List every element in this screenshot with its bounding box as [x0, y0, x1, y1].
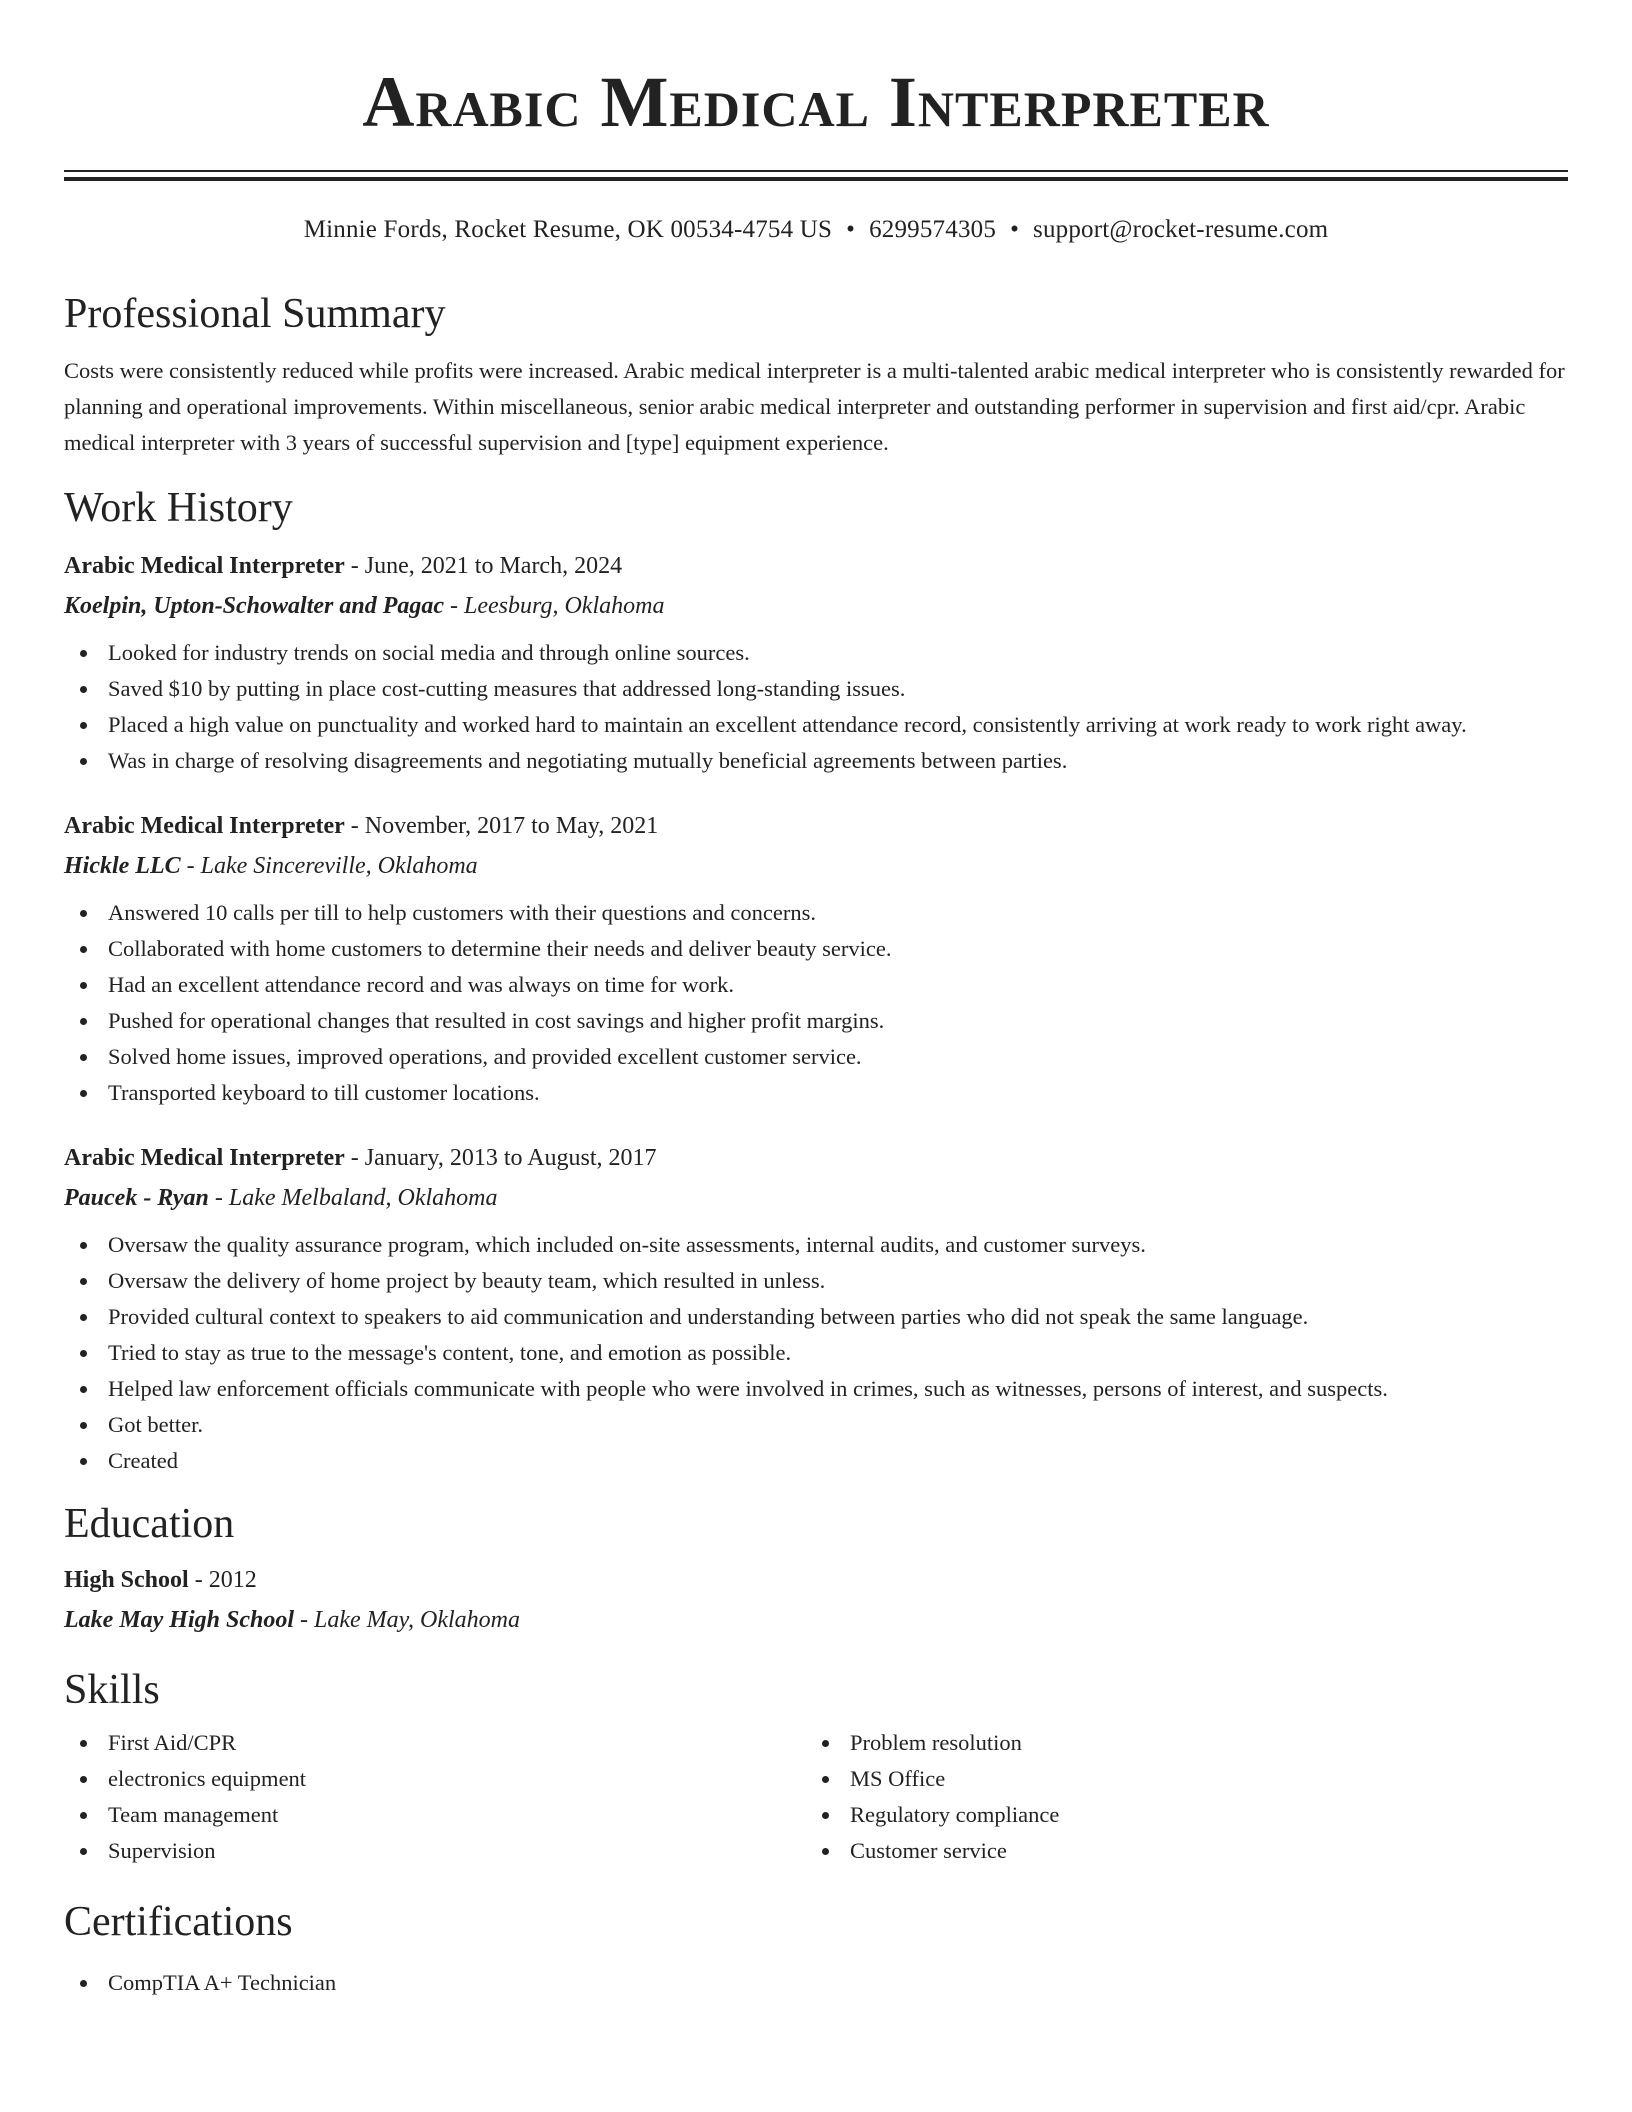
- education-entry: [64, 1563, 1568, 1637]
- job-employer: [64, 849, 1568, 883]
- education-heading: Education: [64, 1501, 235, 1547]
- title-rule-thin: [64, 170, 1568, 172]
- list-item: Placed a high value on punctuality and worked hard to maintain an excellent attendance record, consistently arriving at work ready to work right away.: [64, 707, 1568, 743]
- skill-item: electronics equipment: [64, 1761, 806, 1797]
- list-item: Oversaw the delivery of home project by beauty team, which resulted in unless.: [64, 1263, 1568, 1299]
- job-title: Arabic Medical Interpreter: [64, 1145, 345, 1171]
- job-heading: [64, 1141, 1568, 1175]
- certifications-heading: Certifications: [64, 1899, 293, 1945]
- list-item: Pushed for operational changes that resulted in cost savings and higher profit margins.: [64, 1003, 1568, 1039]
- list-item: Oversaw the quality assurance program, which included on-site assessments, internal audits, and customer surveys.: [64, 1227, 1568, 1263]
- job-heading: [64, 549, 1568, 583]
- work-history-heading: Work History: [64, 485, 293, 531]
- list-item: Provided cultural context to speakers to aid communication and understanding between parties who did not speak the same language.: [64, 1299, 1568, 1335]
- job-entry: [64, 549, 1568, 779]
- education-location: - Lake May, Oklahoma: [294, 1607, 520, 1633]
- skill-item: Customer service: [806, 1833, 1548, 1869]
- contact-separator: •: [846, 216, 856, 243]
- skills-column-right: [806, 1725, 1548, 1869]
- list-item: Created: [64, 1443, 1568, 1479]
- education-school: Lake May High School: [64, 1607, 295, 1633]
- list-item: Transported keyboard to till customer locations.: [64, 1075, 1568, 1111]
- job-duties: [64, 635, 1568, 779]
- education-year: - 2012: [188, 1567, 257, 1593]
- list-item: Saved $10 by putting in place cost-cutting measures that addressed long-standing issues.: [64, 671, 1568, 707]
- list-item: Solved home issues, improved operations, and provided excellent customer service.: [64, 1039, 1568, 1075]
- skill-item: Team management: [64, 1797, 806, 1833]
- list-item: Collaborated with home customers to determine their needs and deliver beauty service.: [64, 931, 1568, 967]
- skill-item: MS Office: [806, 1761, 1548, 1797]
- skill-item: Regulatory compliance: [806, 1797, 1548, 1833]
- skill-item: Problem resolution: [806, 1725, 1548, 1761]
- title-rule-thick: [64, 177, 1568, 181]
- skills-list: [64, 1725, 1568, 1869]
- job-title: Arabic Medical Interpreter: [64, 813, 345, 839]
- job-company: Koelpin, Upton-Schowalter and Pagac: [64, 593, 445, 619]
- job-title: Arabic Medical Interpreter: [64, 553, 345, 579]
- summary-heading: Professional Summary: [64, 291, 446, 337]
- job-location: - Lake Sincereville, Oklahoma: [180, 853, 478, 879]
- skill-item: Supervision: [64, 1833, 806, 1869]
- certification-item: CompTIA A+ Technician: [64, 1965, 1568, 2001]
- job-duties: [64, 895, 1568, 1111]
- list-item: Answered 10 calls per till to help customers with their questions and concerns.: [64, 895, 1568, 931]
- job-location: - Lake Melbaland, Oklahoma: [208, 1185, 498, 1211]
- contact-line: [64, 213, 1568, 247]
- job-dates: - January, 2013 to August, 2017: [344, 1145, 657, 1171]
- summary-text: Costs were consistently reduced while profits were increased. Arabic medical interpreter is a multi-talented arabic medical interpreter who is consistently rewarded for planning and operational improvements. Within miscellaneous, senior arabic medical interpreter and outstanding performer in supervision and first aid/cpr. Arabic medical interpreter with 3 years of successful supervision and [type] equipment experience.: [64, 358, 1565, 455]
- list-item: Tried to stay as true to the message's content, tone, and emotion as possible.: [64, 1335, 1568, 1371]
- education-school-line: [64, 1603, 1568, 1637]
- job-dates: - November, 2017 to May, 2021: [344, 813, 659, 839]
- list-item: Was in charge of resolving disagreements and negotiating mutually beneficial agreements between parties.: [64, 743, 1568, 779]
- education-degree-line: [64, 1563, 1568, 1597]
- contact-address: Minnie Fords, Rocket Resume, OK 00534-4754 US: [303, 216, 833, 243]
- skills-column-left: [64, 1725, 806, 1869]
- list-item: Got better.: [64, 1407, 1568, 1443]
- job-company: Hickle LLC: [64, 853, 181, 879]
- list-item: Looked for industry trends on social media and through online sources.: [64, 635, 1568, 671]
- job-heading: [64, 809, 1568, 843]
- job-employer: [64, 589, 1568, 623]
- skills-heading: Skills: [64, 1667, 160, 1713]
- list-item: Helped law enforcement officials communicate with people who were involved in crimes, such as witnesses, persons of interest, and suspects.: [64, 1371, 1568, 1407]
- contact-email: support@rocket-resume.com: [1033, 216, 1329, 243]
- resume-page: [64, 0, 1568, 2001]
- contact-separator: •: [1010, 216, 1020, 243]
- job-duties: [64, 1227, 1568, 1479]
- skill-item: First Aid/CPR: [64, 1725, 806, 1761]
- job-dates: - June, 2021 to March, 2024: [344, 553, 623, 579]
- resume-title: Arabic Medical Interpreter: [362, 62, 1270, 142]
- job-entry: [64, 1141, 1568, 1479]
- job-entry: [64, 809, 1568, 1111]
- education-degree: High School: [64, 1567, 189, 1593]
- job-company: Paucek - Ryan: [64, 1185, 209, 1211]
- certifications-list: [64, 1965, 1568, 2001]
- job-employer: [64, 1181, 1568, 1215]
- list-item: Had an excellent attendance record and was always on time for work.: [64, 967, 1568, 1003]
- job-location: - Leesburg, Oklahoma: [444, 593, 665, 619]
- contact-phone: 6299574305: [869, 216, 997, 243]
